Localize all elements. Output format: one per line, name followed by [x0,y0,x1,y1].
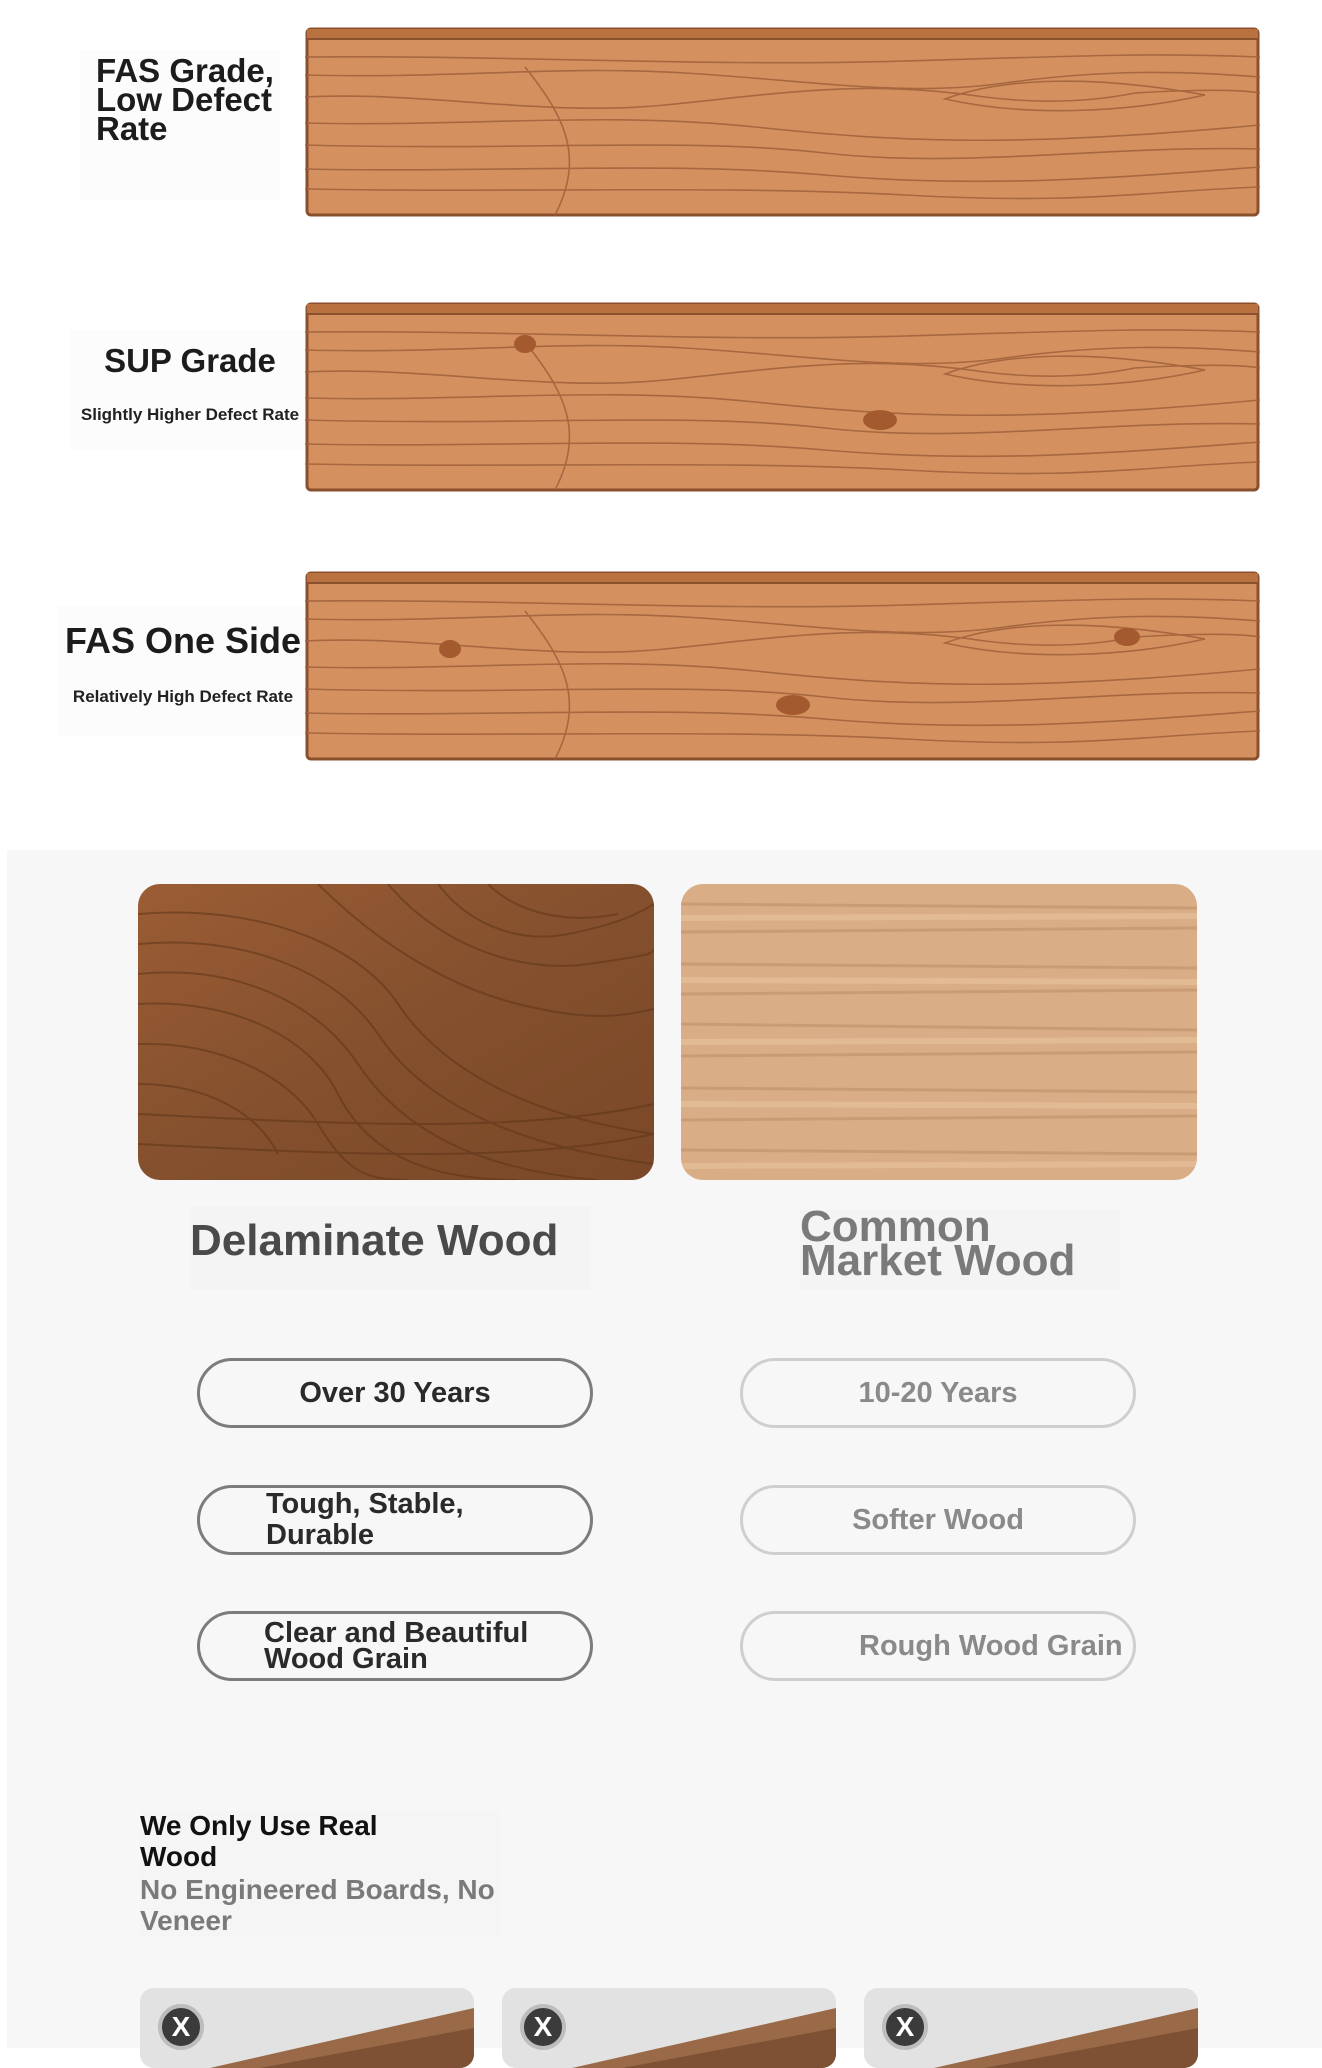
grade-label-fas-one-side [58,606,308,736]
feature-label: Clear and Beautiful Wood Grain [264,1617,529,1675]
delaminate-wood-swatch [138,884,654,1180]
feature-label: Rough Wood Grain [859,1629,1123,1662]
grade-title: FAS Grade, Low Defect Rate [96,52,274,147]
feature-label: Softer Wood [852,1503,1024,1536]
common-wood-title: Common Market Wood [800,1210,1120,1290]
common-feature-lifespan [740,1358,1136,1428]
grade-label-fas [80,50,280,200]
common-feature-softness [740,1485,1136,1555]
plank-sup [305,302,1260,492]
delaminate-wood-title: Delaminate Wood [190,1206,590,1290]
x-icon: X [158,2004,204,2050]
grade-label-sup [70,330,310,450]
x-icon: X [882,2004,928,2050]
feature-label: Over 30 Years [299,1376,491,1409]
grade-subtitle: Slightly Higher Defect Rate [80,405,300,424]
real-wood-subheading: No Engineered Boards, No Veneer [140,1874,495,1936]
x-icon: X [520,2004,566,2050]
delaminate-feature-grain [197,1611,593,1681]
grade-title: SUP Grade [104,342,276,379]
plank-fas [305,27,1260,217]
real-wood-block [140,1810,500,1936]
wood-thumbnail [502,1988,836,2068]
common-feature-grain [740,1611,1136,1681]
grade-subtitle: Relatively High Defect Rate [72,687,294,706]
common-wood-swatch [681,884,1197,1180]
feature-label: 10-20 Years [858,1376,1018,1409]
delaminate-feature-strength [197,1485,593,1555]
wood-thumbnail [140,1988,474,2068]
real-wood-heading: We Only Use Real Wood [140,1810,378,1872]
feature-label: Tough, Stable, Durable [266,1488,464,1551]
delaminate-feature-lifespan [197,1358,593,1428]
grade-title: FAS One Side [64,620,302,661]
wood-thumbnail [864,1988,1198,2068]
plank-fas-one-side [305,571,1260,761]
